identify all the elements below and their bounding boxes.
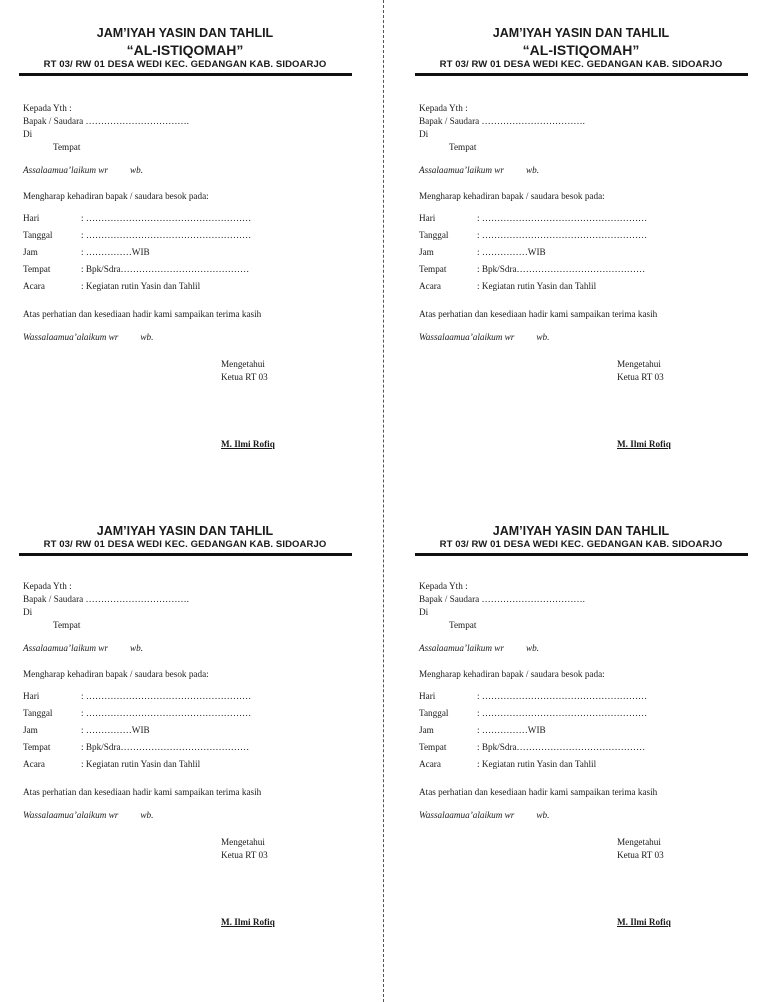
detail-label: Jam [419,725,434,735]
signature-line2: Ketua RT 03 [221,372,268,382]
detail-row-jam [419,244,748,261]
greeting-text: Assalaamua’laikum wr [419,165,504,175]
detail-value: : ……………WIB [477,247,546,257]
org-title: JAM’IYAH YASIN DAN TAHLIL [492,524,670,538]
signature-line2: Ketua RT 03 [221,850,268,860]
farewell-text: Wassalaamua’alaikum wr [419,810,515,820]
detail-label: Acara [23,759,45,769]
org-address: RT 03/ RW 01 DESA WEDI KEC. GEDANGAN KAB. SIDOARJO [439,539,723,550]
recipient-place: Tempat [53,620,81,630]
org-title: JAM’IYAH YASIN DAN TAHLIL [96,524,274,538]
signature-line1: Mengetahui [617,359,661,369]
detail-value: : ……………………………………………… [477,708,648,718]
invitation-card [408,14,748,484]
closing-text: Atas perhatian dan kesediaan hadir kami sampaikan terima kasih [419,309,658,319]
signature-name: M. Ilmi Rofiq [221,917,275,927]
detail-value: : ……………………………………………… [81,691,252,701]
detail-row-hari [23,688,352,705]
detail-label: Hari [23,691,40,701]
detail-label: Tanggal [419,230,449,240]
detail-row-acara [23,278,352,295]
detail-value: : Bpk/Sdra…………………………………… [81,264,250,274]
invitation-card [12,512,352,982]
detail-label: Hari [419,691,436,701]
detail-label: Hari [419,213,436,223]
intro-text: Mengharap kehadiran bapak / saudara besok pada: [419,669,605,679]
detail-row-tempat [419,739,748,756]
org-subtitle: “AL-ISTIQOMAH” [522,42,640,58]
detail-label: Tempat [23,264,51,274]
greeting-text: Assalaamua’laikum wr [419,643,504,653]
detail-label: Hari [23,213,40,223]
org-address: RT 03/ RW 01 DESA WEDI KEC. GEDANGAN KAB. SIDOARJO [43,59,327,70]
signature-block [408,344,748,451]
detail-value: : ……………WIB [81,247,150,257]
recipient-to: Kepada Yth : [23,103,72,113]
invitation-header [18,25,352,71]
farewell [419,809,748,822]
detail-value: : ……………………………………………… [477,691,648,701]
detail-label: Tempat [419,742,447,752]
detail-value: : Bpk/Sdra…………………………………… [477,264,646,274]
signature-block [12,344,352,451]
detail-row-jam [23,722,352,739]
signature-line1: Mengetahui [617,837,661,847]
recipient-name-line: Bapak / Saudara ……………………………. [419,594,585,604]
greeting [23,642,352,655]
signature-name: M. Ilmi Rofiq [221,439,275,449]
farewell [419,331,748,344]
detail-value: : ……………………………………………… [477,213,648,223]
detail-row-acara [23,756,352,773]
detail-value: : Bpk/Sdra…………………………………… [477,742,646,752]
farewell-wb: wb. [536,810,550,820]
recipient-place: Tempat [449,142,477,152]
detail-row-tanggal [419,227,748,244]
recipient-name-line: Bapak / Saudara ……………………………. [23,116,189,126]
farewell [23,809,352,822]
letter-body [408,556,748,822]
farewell-wb: wb. [140,332,154,342]
detail-label: Acara [419,759,441,769]
vertical-cut-line [383,0,384,1002]
greeting-wb: wb. [129,165,144,175]
org-address: RT 03/ RW 01 DESA WEDI KEC. GEDANGAN KAB. SIDOARJO [43,539,327,550]
detail-row-tanggal [23,705,352,722]
detail-label: Tanggal [419,708,449,718]
detail-label: Jam [23,725,38,735]
recipient-di: Di [23,607,33,617]
detail-value: : Bpk/Sdra…………………………………… [81,742,250,752]
detail-label: Tempat [419,264,447,274]
closing-text: Atas perhatian dan kesediaan hadir kami sampaikan terima kasih [23,787,262,797]
farewell-text: Wassalaamua’alaikum wr [419,332,515,342]
signature-line2: Ketua RT 03 [617,372,664,382]
detail-row-hari [419,688,748,705]
detail-label: Acara [419,281,441,291]
detail-value: : Kegiatan rutin Yasin dan Tahlil [81,281,201,291]
greeting-text: Assalaamua’laikum wr [23,165,108,175]
detail-row-hari [419,210,748,227]
farewell-text: Wassalaamua’alaikum wr [23,332,119,342]
detail-value: : ……………………………………………… [477,230,648,240]
detail-label: Tanggal [23,230,53,240]
recipient-di: Di [419,129,429,139]
detail-row-acara [419,756,748,773]
detail-row-jam [23,244,352,261]
closing-text: Atas perhatian dan kesediaan hadir kami sampaikan terima kasih [23,309,262,319]
detail-row-tempat [419,261,748,278]
farewell [23,331,352,344]
signature-name: M. Ilmi Rofiq [617,917,671,927]
detail-label: Jam [23,247,38,257]
recipient-di: Di [419,607,429,617]
greeting [419,164,748,177]
org-title: JAM’IYAH YASIN DAN TAHLIL [492,26,670,40]
detail-row-acara [419,278,748,295]
recipient-to: Kepada Yth : [23,581,72,591]
signature-name: M. Ilmi Rofiq [617,439,671,449]
greeting-wb: wb. [129,643,144,653]
detail-row-tanggal [419,705,748,722]
farewell-text: Wassalaamua’alaikum wr [23,810,119,820]
org-subtitle: “AL-ISTIQOMAH” [126,42,244,58]
invitation-card [408,512,748,982]
greeting [419,642,748,655]
recipient-name-line: Bapak / Saudara ……………………………. [419,116,585,126]
detail-value: : ……………………………………………… [81,708,252,718]
detail-value: : ……………………………………………… [81,213,252,223]
farewell-wb: wb. [536,332,550,342]
invitation-header [414,523,748,551]
recipient-to: Kepada Yth : [419,103,468,113]
recipient-di: Di [23,129,33,139]
org-title: JAM’IYAH YASIN DAN TAHLIL [96,26,274,40]
detail-label: Tempat [23,742,51,752]
detail-value: : Kegiatan rutin Yasin dan Tahlil [81,759,201,769]
greeting-wb: wb. [525,643,540,653]
recipient-to: Kepada Yth : [419,581,468,591]
closing-text: Atas perhatian dan kesediaan hadir kami sampaikan terima kasih [419,787,658,797]
letter-body [12,76,352,344]
detail-value: : ……………WIB [477,725,546,735]
signature-line1: Mengetahui [221,359,265,369]
detail-row-tempat [23,261,352,278]
detail-value: : ……………………………………………… [81,230,252,240]
signature-block [408,822,748,929]
detail-row-tempat [23,739,352,756]
greeting-wb: wb. [525,165,540,175]
intro-text: Mengharap kehadiran bapak / saudara besok pada: [23,191,209,201]
intro-text: Mengharap kehadiran bapak / saudara besok pada: [23,669,209,679]
intro-text: Mengharap kehadiran bapak / saudara besok pada: [419,191,605,201]
signature-line2: Ketua RT 03 [617,850,664,860]
invitation-card [12,14,352,484]
detail-row-hari [23,210,352,227]
letter-body [408,76,748,344]
invitation-header [414,25,748,71]
signature-block [12,822,352,929]
signature-line1: Mengetahui [221,837,265,847]
detail-row-tanggal [23,227,352,244]
detail-label: Acara [23,281,45,291]
invitation-header [18,523,352,551]
letter-body [12,556,352,822]
farewell-wb: wb. [140,810,154,820]
detail-value: : ……………WIB [81,725,150,735]
detail-value: : Kegiatan rutin Yasin dan Tahlil [477,281,597,291]
recipient-place: Tempat [53,142,81,152]
greeting [23,164,352,177]
recipient-place: Tempat [449,620,477,630]
detail-label: Tanggal [23,708,53,718]
recipient-name-line: Bapak / Saudara ……………………………. [23,594,189,604]
detail-row-jam [419,722,748,739]
greeting-text: Assalaamua’laikum wr [23,643,108,653]
detail-label: Jam [419,247,434,257]
org-address: RT 03/ RW 01 DESA WEDI KEC. GEDANGAN KAB. SIDOARJO [439,59,723,70]
detail-value: : Kegiatan rutin Yasin dan Tahlil [477,759,597,769]
